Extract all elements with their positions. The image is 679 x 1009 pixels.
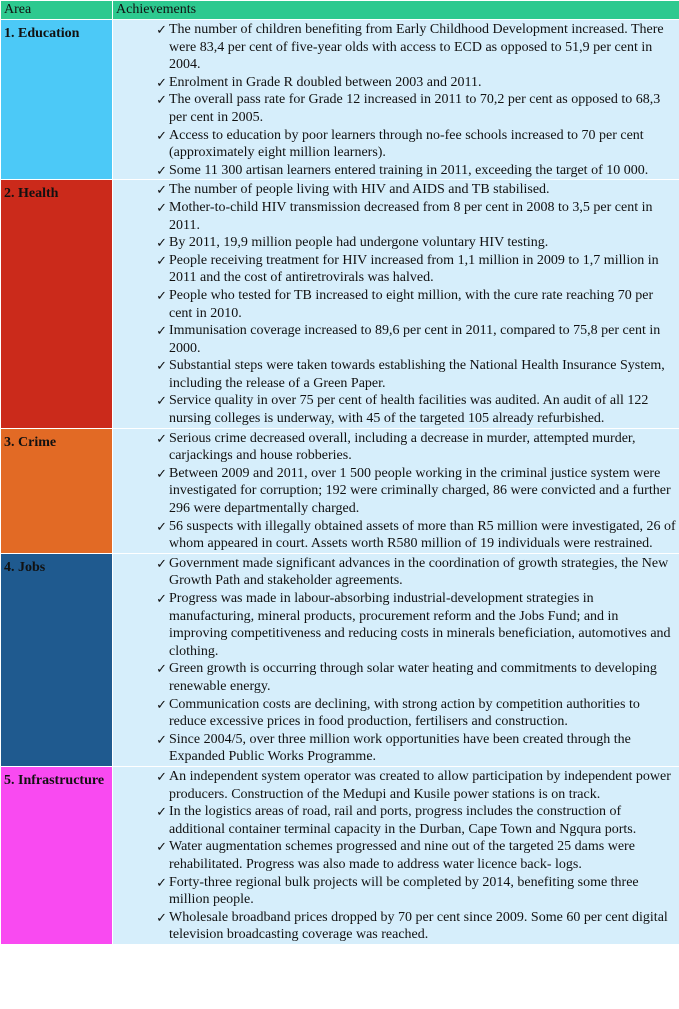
checkmark-icon: ✓ bbox=[156, 661, 167, 677]
checkmark-icon: ✓ bbox=[156, 909, 167, 925]
list-item bbox=[113, 465, 677, 518]
checkmark-icon: ✓ bbox=[156, 591, 167, 606]
list-item bbox=[113, 287, 677, 322]
checkmark-icon: ✓ bbox=[156, 768, 167, 784]
list-item bbox=[113, 555, 677, 590]
list-item bbox=[113, 768, 677, 803]
achievement-text: Enrolment in Grade R doubled between 2003 and 2011. bbox=[169, 74, 482, 90]
achievement-text: Communication costs are declining, with strong action by competition authorities to reduce excessive prices in food production, fertilisers and construction. bbox=[169, 696, 640, 730]
checkmark-icon: ✓ bbox=[156, 287, 167, 303]
area-label: 5. Infrastructure bbox=[1, 766, 113, 944]
checkmark-icon: ✓ bbox=[156, 199, 167, 215]
achievement-text: People receiving treatment for HIV increased from 1,1 million in 2009 to 1,7 million in 2011 and the cost of antiretrovirals was halved. bbox=[169, 252, 659, 286]
checkmark-icon: ✓ bbox=[156, 235, 167, 251]
checkmark-icon: ✓ bbox=[156, 731, 167, 747]
checkmark-icon: ✓ bbox=[156, 252, 167, 268]
area-label: 1. Education bbox=[1, 20, 113, 180]
achievement-text: The number of people living with HIV and AIDS and TB stabilised. bbox=[169, 182, 550, 198]
achievement-text: An independent system operator was created to allow participation by independent power producers. Construction of the Medupi and Kusile power stations is on track. bbox=[169, 768, 671, 802]
achievement-list bbox=[113, 430, 677, 553]
list-item bbox=[113, 696, 677, 731]
list-item bbox=[113, 430, 677, 465]
achievement-text: Water augmentation schemes progressed and nine out of the targeted 25 dams were rehabilitated. Progress was also made to address water licence back- logs. bbox=[169, 839, 635, 872]
list-item bbox=[113, 91, 677, 126]
achievement-text: Forty-three regional bulk projects will be completed by 2014, benefiting some three million people. bbox=[169, 874, 639, 908]
checkmark-icon: ✓ bbox=[156, 358, 167, 374]
list-item bbox=[113, 803, 677, 838]
list-item bbox=[113, 162, 677, 180]
area-label: 2. Health bbox=[1, 180, 113, 428]
list-item bbox=[113, 660, 677, 695]
achievement-text: Wholesale broadband prices dropped by 70 per cent since 2009. Some 60 per cent digital television broadcasting coverage was reached. bbox=[169, 909, 668, 943]
header-achievements: Achievements bbox=[113, 1, 679, 20]
achievements-cell bbox=[113, 428, 679, 553]
table-row bbox=[1, 766, 679, 944]
checkmark-icon: ✓ bbox=[156, 430, 167, 446]
achievements-cell bbox=[113, 553, 679, 766]
checkmark-icon: ✓ bbox=[156, 518, 167, 534]
achievement-text: Green growth is occurring through solar water heating and commitments to developing renewable energy. bbox=[169, 661, 657, 694]
achievement-text: Between 2009 and 2011, over 1 500 people working in the criminal justice system were investigated for corruption; 192 were criminally charged, 86 were convicted and a further 296 were departmentally charged. bbox=[169, 465, 671, 517]
checkmark-icon: ✓ bbox=[156, 839, 167, 855]
checkmark-icon: ✓ bbox=[156, 555, 167, 571]
checkmark-icon: ✓ bbox=[156, 182, 167, 198]
table-row bbox=[1, 428, 679, 553]
achievements-cell bbox=[113, 20, 679, 180]
achievement-text: 56 suspects with illegally obtained assets of more than R5 million were investigated, 26 of whom appeared in court. Assets worth R580 million of 19 individuals were restrained. bbox=[169, 518, 676, 552]
checkmark-icon: ✓ bbox=[156, 874, 167, 890]
checkmark-icon: ✓ bbox=[156, 127, 167, 143]
achievement-text: In the logistics areas of road, rail and ports, progress includes the construction of additional container terminal capacity in the Durban, Cape Town and Ngqura ports. bbox=[169, 804, 637, 837]
area-label: 3. Crime bbox=[1, 428, 113, 553]
checkmark-icon: ✓ bbox=[156, 323, 167, 339]
achievements-cell bbox=[113, 766, 679, 944]
list-item bbox=[113, 518, 677, 553]
list-item bbox=[113, 357, 677, 392]
list-item bbox=[113, 731, 677, 766]
achievement-list bbox=[113, 21, 677, 179]
achievement-text: The number of children benefiting from Early Childhood Development increased. There were 83,4 per cent of five-year olds with access to ECD as opposed to 51,9 per cent in 2004. bbox=[169, 22, 664, 73]
achievement-text: Substantial steps were taken towards establishing the National Health Insurance System, including the release of a Green Paper. bbox=[169, 358, 665, 391]
achievements-cell bbox=[113, 180, 679, 428]
list-item bbox=[113, 252, 677, 287]
list-item bbox=[113, 199, 677, 234]
achievement-text: The overall pass rate for Grade 12 increased in 2011 to 70,2 per cent as opposed to 68,3 per cent in 2005. bbox=[169, 92, 661, 125]
achievement-text: Since 2004/5, over three million work opportunities have been created through the Expanded Public Works Programme. bbox=[169, 731, 631, 765]
achievement-list bbox=[113, 768, 677, 944]
table-row bbox=[1, 180, 679, 428]
checkmark-icon: ✓ bbox=[156, 74, 167, 90]
list-item bbox=[113, 127, 677, 162]
list-item bbox=[113, 322, 677, 357]
checkmark-icon: ✓ bbox=[156, 696, 167, 712]
list-item bbox=[113, 21, 677, 74]
list-item bbox=[113, 838, 677, 873]
area-label: 4. Jobs bbox=[1, 553, 113, 766]
table-row bbox=[1, 20, 679, 180]
achievement-text: Service quality in over 75 per cent of health facilities was audited. An audit of all 122 nursing colleges is underway, with 45 of the targeted 105 already refurbished. bbox=[169, 393, 649, 427]
achievement-text: Immunisation coverage increased to 89,6 per cent in 2011, compared to 75,8 per cent in 2000. bbox=[169, 323, 661, 356]
list-item bbox=[113, 234, 677, 252]
list-item bbox=[113, 874, 677, 909]
achievement-text: Access to education by poor learners through no-fee schools increased to 70 per cent (approximately eight million learners). bbox=[169, 127, 644, 161]
checkmark-icon: ✓ bbox=[156, 393, 167, 409]
achievement-text: Mother-to-child HIV transmission decreased from 8 per cent in 2008 to 3,5 per cent in 2011. bbox=[169, 199, 653, 233]
achievement-text: Government made significant advances in the coordination of growth strategies, the New Growth Path and stakeholder agreements. bbox=[169, 555, 669, 589]
achievement-list bbox=[113, 181, 677, 427]
list-item bbox=[113, 74, 677, 92]
achievement-text: Some 11 300 artisan learners entered training in 2011, exceeding the target of 10 000. bbox=[169, 162, 649, 178]
achievement-text: Serious crime decreased overall, including a decrease in murder, attempted murder, carjackings and house robberies. bbox=[169, 430, 636, 464]
header-row bbox=[1, 1, 679, 20]
checkmark-icon: ✓ bbox=[156, 22, 167, 37]
achievement-text: By 2011, 19,9 million people had undergone voluntary HIV testing. bbox=[169, 235, 549, 251]
checkmark-icon: ✓ bbox=[156, 465, 167, 481]
list-item bbox=[113, 909, 677, 944]
checkmark-icon: ✓ bbox=[156, 92, 167, 108]
list-item bbox=[113, 590, 677, 660]
list-item bbox=[113, 392, 677, 427]
list-item bbox=[113, 181, 677, 199]
achievement-list bbox=[113, 555, 677, 766]
table-row bbox=[1, 553, 679, 766]
achievement-text: People who tested for TB increased to eight million, with the cure rate reaching 70 per cent in 2010. bbox=[169, 287, 654, 321]
checkmark-icon: ✓ bbox=[156, 804, 167, 820]
table-body bbox=[1, 20, 679, 945]
checkmark-icon: ✓ bbox=[156, 162, 167, 178]
achievement-text: Progress was made in labour-absorbing industrial-development strategies in manufacturing, mineral products, procurement reform and the Jobs Fund; and in improving competitiveness and reducing costs in minerals beneficiation, automotives and clothing. bbox=[169, 591, 671, 659]
header-area: Area bbox=[1, 1, 113, 20]
